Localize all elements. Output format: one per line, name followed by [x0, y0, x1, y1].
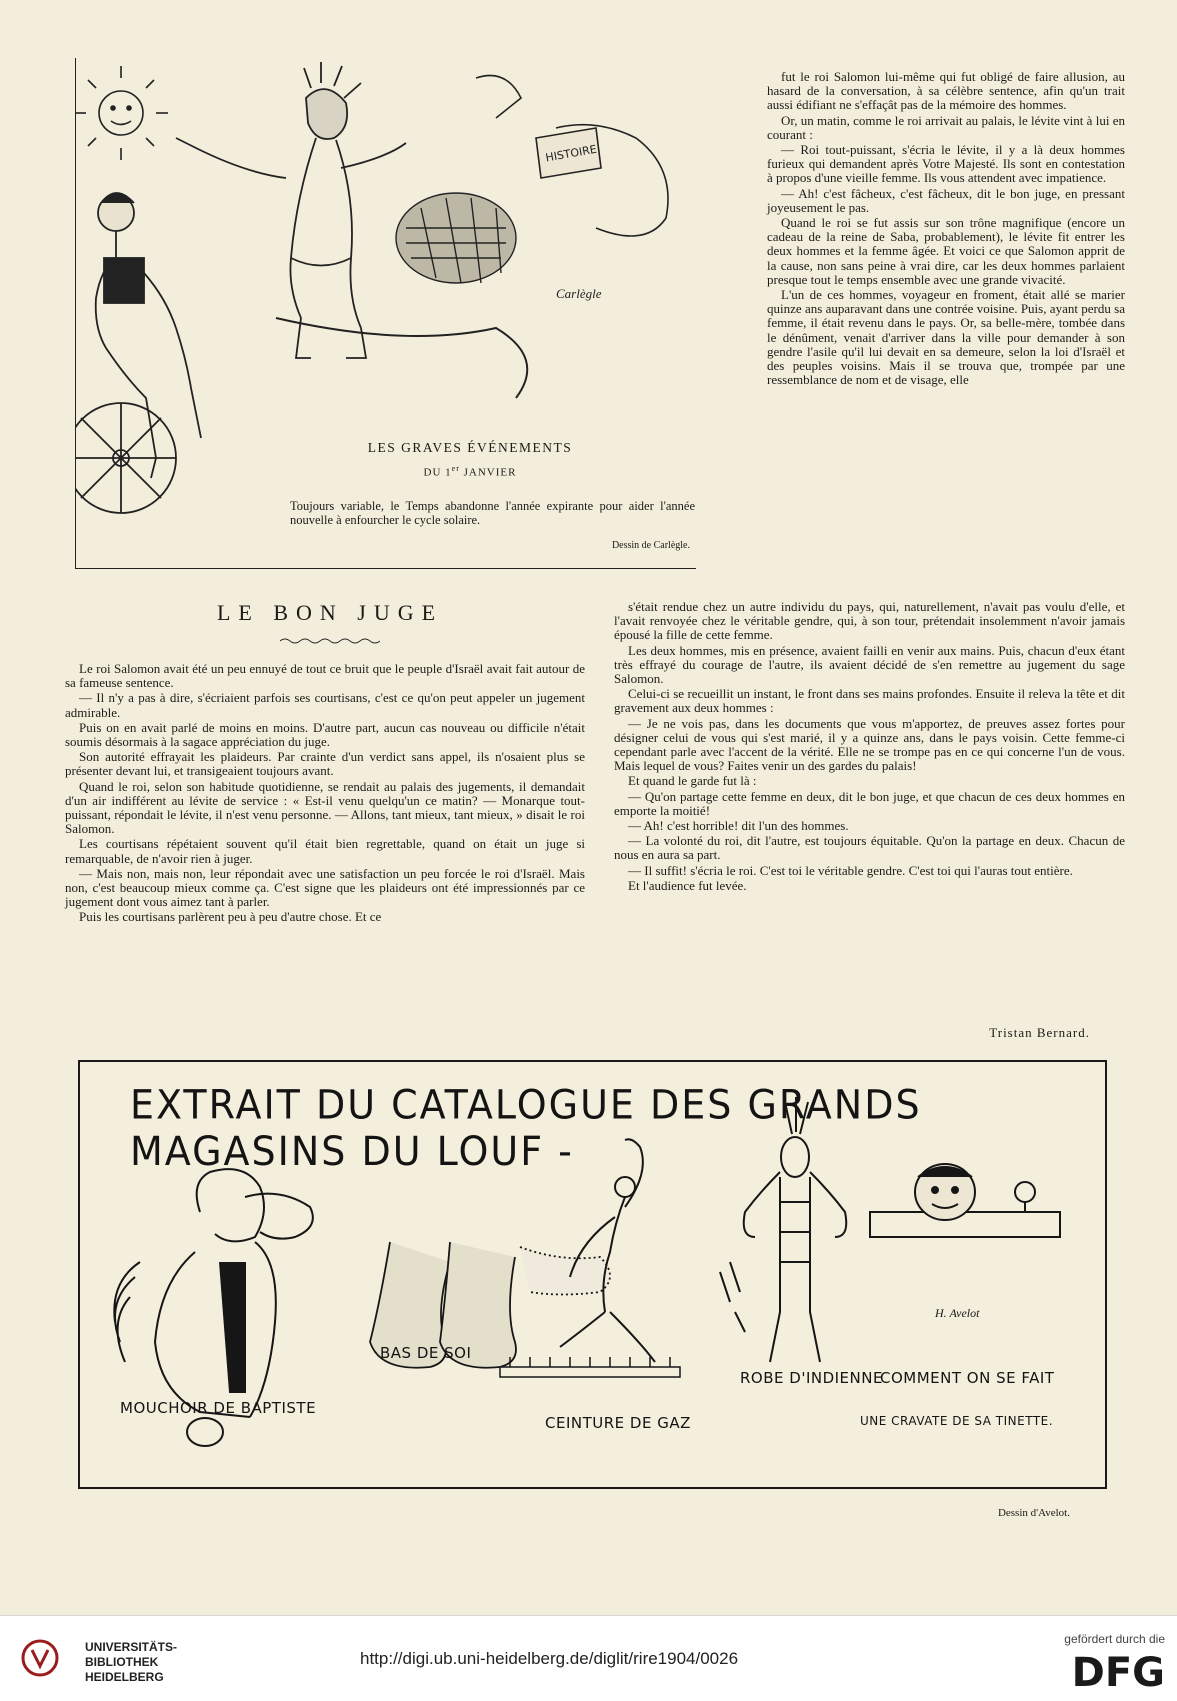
catalog-item-robe: ROBE D'INDIENNE [740, 1369, 883, 1387]
caption-sub-prefix: DU 1 [423, 466, 452, 479]
funded-by-text: gefördert durch die [1064, 1632, 1165, 1646]
university-line-1: UNIVERSITÄTS- [85, 1640, 178, 1654]
catalog-credit: Dessin d'Avelot. [997, 1507, 1070, 1519]
university-line-3: HEIDELBERG [85, 1670, 164, 1684]
sun-drawing [76, 66, 168, 160]
catalog-item-ceinture: CEINTURE DE GAZ [545, 1414, 691, 1432]
illustration-caption-text: Toujours variable, le Temps abandonne l'année expirante pour aider l'année nouvelle à enfourcher le cycle solaire. [290, 499, 695, 527]
article-paragraph: Or, un matin, comme le roi arrivait au palais, le lévite vint à lui en courant : [767, 112, 1125, 142]
article-paragraph: — Mais non, mais non, leur répondait avec une satisfaction un peu forcée le roi d'Israël. Mais non, c'est beaucoup mieux comme ça. C'est signe que les plaideurs ont été impressionnés par ce jugement dont vous aimez tant à parler. [65, 865, 585, 910]
article-title: LE BON JUGE [216, 600, 444, 625]
dfg-logo-text: DFG [1071, 1650, 1165, 1690]
article-paragraph: — Je ne vois pas, dans les documents que vous m'apportez, de preuves assez fortes pour désigner celui de vous qui s'est marié, il y a quinze ans, dans le pays voisin. Cette femme-ci cependant parle avec l'accent de la vérité. Elle ne se trompe pas en ce qui concerne l'un de vous. Mais lequel de vous? Faites venir un des gardes du palais! [614, 715, 1125, 774]
woman-cyclist-drawing [76, 193, 201, 513]
article-paragraph: — Ah! c'est horrible! dit l'un des hommes. [628, 818, 849, 834]
article-paragraph: Quand le roi se fut assis sur son trône magnifique (encore un cadeau de la reine de Saba, probablement), le lévite fit entrer les deux hommes et la femme âgée. Et voici ce que Salomon apprit de la cause, non sans peine à vrai dire, car les deux hommes parlaient presque tout le temps ensemble avec une grande vivacité. [767, 215, 1125, 287]
article-paragraph: — Il n'y a pas à dire, s'écriaient parfois ses courtisans, c'est ce qu'on peut appeler un jugement admirable. [65, 690, 585, 720]
artist-signature-carlegle: Carlègle [556, 286, 602, 301]
bath-face-drawing [870, 1164, 1060, 1237]
university-name[interactable] [85, 1640, 177, 1685]
article-paragraph: Puis les courtisans parlèrent peu à peu d'autre chose. Et ce [79, 909, 382, 925]
article-paragraph: Quand le roi, selon son habitude quotidienne, se rendait au palais des jugements, il demandait d'un air indifférent au lévite de service : « Est-il venu quelqu'un ce matin? — Monarque tout-puissant, répondait le lévite, il n'est venu personne. — Allons, tant mieux, tant mieux, » disait le roi Salomon. [65, 778, 585, 837]
illustration-credit: Dessin de Carlègle. [611, 540, 690, 551]
caption-sub-suffix: JANVIER [459, 466, 517, 479]
permalink-url[interactable]: http://digi.ub.uni-heidelberg.de/diglit/rire1904/0026 [360, 1649, 739, 1668]
article-paragraph: s'était rendue chez un autre individu du pays, qui, naturellement, n'avait pas voulu d'elle, et l'avait renvoyée chez le véritable gendre, qui, à son tour, prétendait insolemment n'avoir jamais épousé la fille de cette femme. [614, 599, 1125, 643]
article-signature: Tristan Bernard. [989, 1025, 1090, 1040]
globe-drawing [396, 193, 516, 283]
indian-figure-drawing [720, 1097, 846, 1362]
article-paragraph: fut le roi Salomon lui-même qui fut obligé de faire allusion, au hasard de la conversation, à sa célèbre sentence, afin qu'un trait aussi édifiant ne s'effaçât pas de la mémoire des hommes. [767, 69, 1125, 113]
catalog-cartoon [78, 1060, 1107, 1489]
article-paragraph: Celui-ci se recueillit un instant, le front dans ses mains profondes. Ensuite il releva la tête et dit gravement aux deux hommes : [614, 686, 1125, 716]
catalog-item-mouchoir: MOUCHOIR DE BAPTISTE [120, 1399, 317, 1417]
illustration-caption-subtitle [330, 464, 610, 479]
article-column-right-bottom [614, 600, 1125, 894]
artist-signature-avelot: H. Avelot [935, 1306, 980, 1320]
article-paragraph: Son autorité effrayait les plaideurs. Par crainte d'un verdict sans appel, ils n'osaient plus se présenter devant lui, et transigeaient toujours avant. [65, 749, 585, 779]
article-paragraph: — Qu'on partage cette femme en deux, dit le bon juge, et que chacun de ces deux hommes en emporte la moitié! [614, 788, 1125, 818]
catalog-item-comment: COMMENT ON SE FAIT [880, 1369, 1055, 1387]
article-paragraph: Les deux hommes, mis en présence, avaient failli en venir aux mains. Puis, chacun d'eux étant très effrayé du courage de l'autre, ils avaient décidé de s'en remettre au jugement du sage Salomon. [614, 642, 1125, 687]
title-flourish [280, 637, 380, 645]
article-paragraph: L'un de ces hommes, voyageur en froment, était allé se marier quinze ans auparavant dans une contrée voisine. Puis, ayant perdu sa femme, il était revenu dans le pays. Or, sa belle-mère, tombée dans le dénûment, venait d'arriver dans la ville pour demander à son gendre l'asile qu'il lui devait en sa demeure, selon la loi d'Israël et des peuples voisins. Mais il se trouva que, trompée par une ressemblance de nom et de visage, elle [767, 287, 1125, 388]
article-column-right-top [767, 70, 1125, 388]
viewer-footer [0, 1615, 1177, 1701]
article-paragraph: Le roi Salomon avait été un peu ennuyé de tout ce bruit que le peuple d'Israël avait fait autour de sa fameuse sentence. [65, 661, 585, 691]
article-paragraph: — Ah! c'est fâcheux, c'est fâcheux, dit le bon juge, en pressant joyeusement le pas. [767, 185, 1125, 215]
illustration-caption-title: LES GRAVES ÉVÉNEMENTS [367, 440, 573, 455]
university-seal-icon[interactable] [18, 1638, 78, 1678]
catalog-item-cravate: UNE CRAVATE DE SA TINETTE. [860, 1414, 1054, 1428]
catalog-title: EXTRAIT DU CATALOGUE DES GRANDS MAGASINS DU LOUF - [130, 1081, 922, 1175]
catalog-item-bas: BAS DE SOI [380, 1344, 472, 1362]
article-paragraph: Puis on en avait parlé de moins en moins. D'autre part, aucun cas nouveau ou difficile n'était soumis désormais à la sagace appréciation du juge. [65, 719, 585, 750]
sickle-drawing [276, 318, 527, 398]
top-illustration [75, 58, 696, 569]
article-paragraph: Les courtisans répétaient souvent qu'il était bien regrettable, quand on était un juge si remarquable, de n'avoir rien à juger. [65, 836, 585, 866]
dfg-logo[interactable] [1050, 1648, 1165, 1690]
article-paragraph: — La volonté du roi, dit l'autre, est toujours équitable. Qu'on la partage en deux. Chacun de nous en aura sa part. [614, 833, 1125, 863]
article-paragraph: Et quand le garde fut là : [628, 773, 757, 789]
article-paragraph: Et l'audience fut levée. [628, 877, 747, 893]
article-paragraph: — Il suffit! s'écria le roi. C'est toi le véritable gendre. C'est toi qui l'auras tout entière. [628, 862, 1073, 878]
university-line-2: BIBLIOTHEK [85, 1655, 159, 1669]
caption-sub-sup: er [451, 464, 460, 473]
article-column-left [65, 662, 585, 926]
article-paragraph: — Roi tout-puissant, s'écria le lévite, il y a là deux hommes furieux qui demandent après Votre Majesté. Ils sont en contestation à propos d'une vieille femme. Ils vous attendent avec impatience. [767, 142, 1125, 186]
dancer-drawing [560, 1139, 655, 1362]
history-book-label: HISTOIRE [544, 142, 598, 165]
father-time-drawing [176, 62, 406, 358]
top-illustration-drawing [76, 58, 696, 568]
